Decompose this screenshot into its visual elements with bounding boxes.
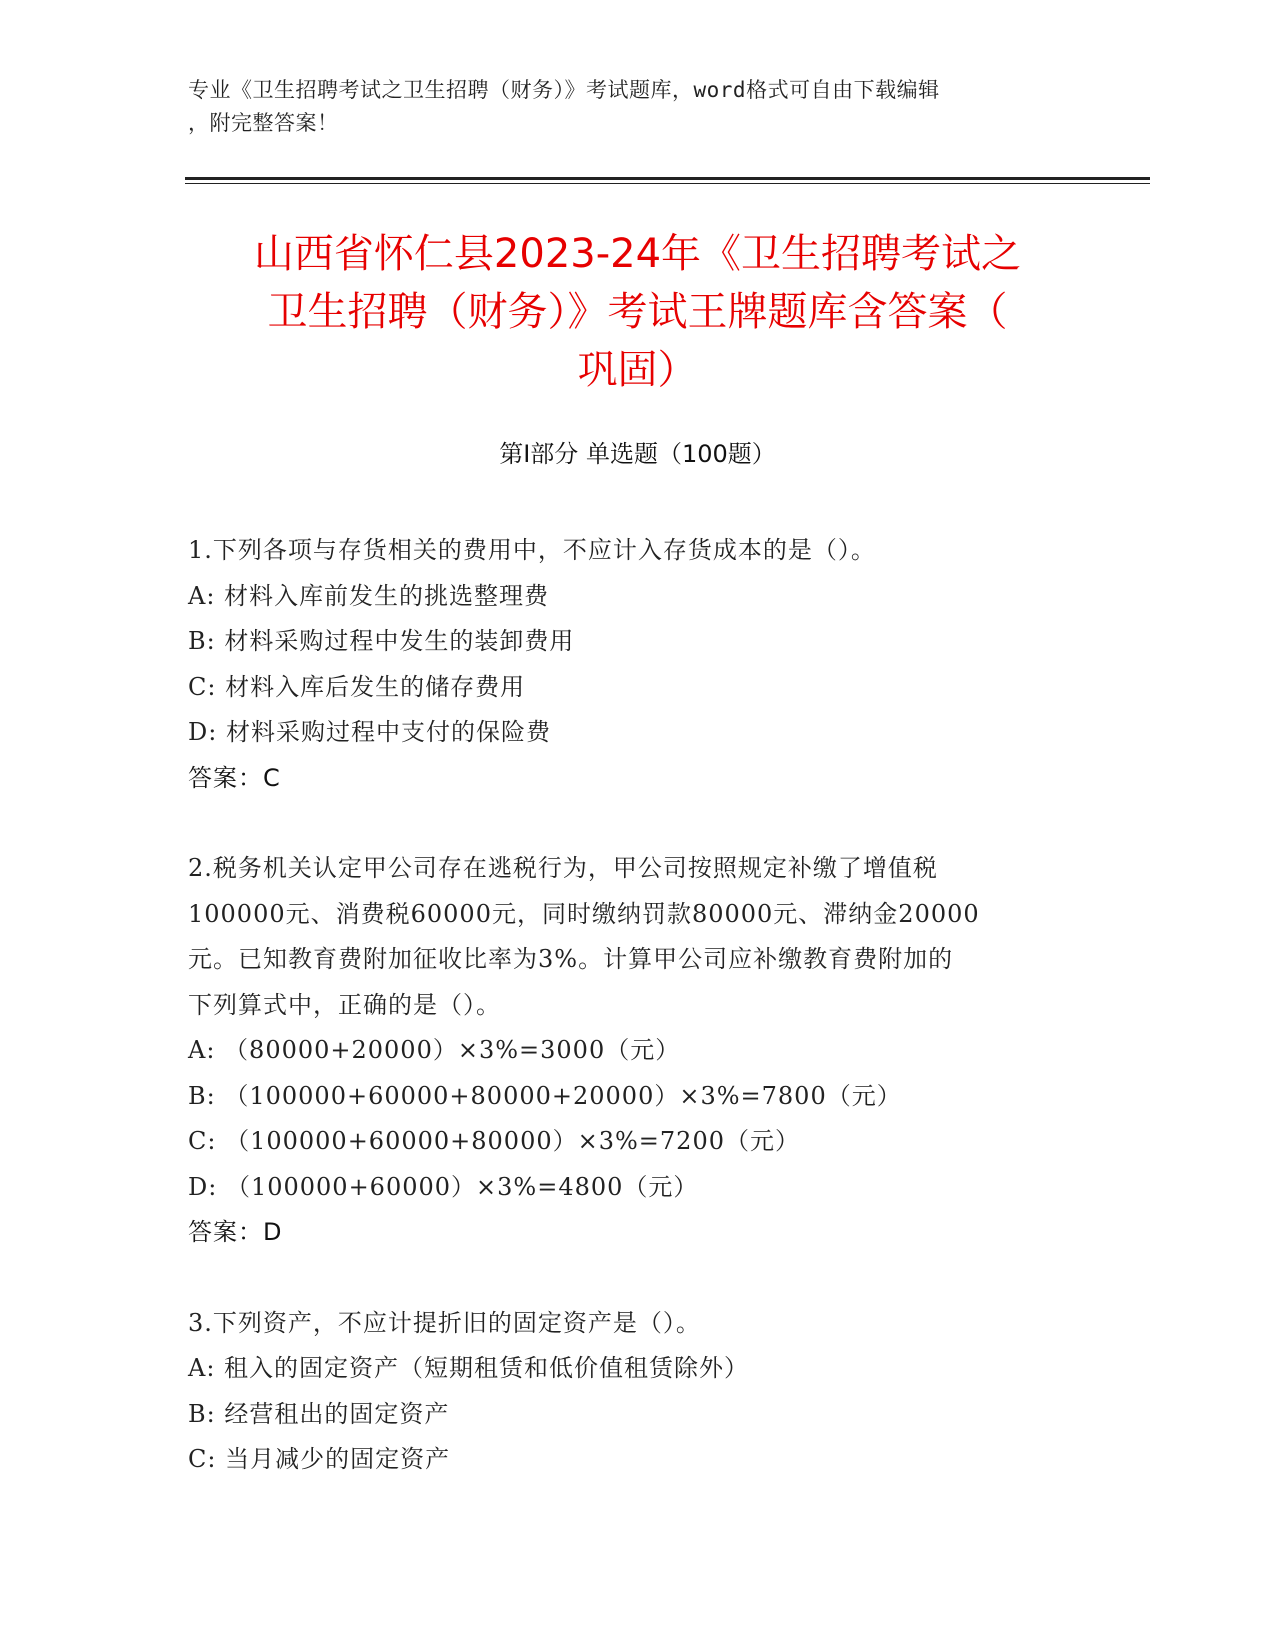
title-line-3: 巩固） <box>577 347 698 393</box>
title-line-2: 卫生招聘（财务）》考试王牌题库含答案（ <box>267 289 1008 335</box>
header-divider-thick <box>185 177 1150 180</box>
question-item <box>188 1301 1068 1483</box>
question-stem-line: 下列算式中，正确的是（）。 <box>188 990 501 1019</box>
header-note-line-1: 专业《卫生招聘考试之卫生招聘（财务）》考试题库，word格式可自由下载编辑 <box>188 78 940 102</box>
option-a: A: 材料入库前发生的挑选整理费 <box>188 581 550 610</box>
document-header-note <box>188 74 1068 140</box>
header-divider-thin <box>185 183 1150 184</box>
answer: 答案：C <box>188 763 281 792</box>
question-list <box>188 528 1068 1528</box>
option-d: D: 材料采购过程中支付的保险费 <box>188 718 551 746</box>
option-a: A: （80000+20000）×3%=3000（元） <box>188 1036 681 1064</box>
option-b: B: 经营租出的固定资产 <box>188 1399 450 1428</box>
question-item <box>188 846 1068 1256</box>
option-c: C: 当月减少的固定资产 <box>188 1445 451 1473</box>
question-stem-line: 元。已知教育费附加征收比率为3%。计算甲公司应补缴教育费附加的 <box>188 945 954 973</box>
question-stem-line: 2.税务机关认定甲公司存在逃税行为，甲公司按照规定补缴了增值税 <box>188 854 938 882</box>
option-b: B: 材料采购过程中发生的装卸费用 <box>188 627 575 655</box>
question-item <box>188 528 1068 801</box>
answer: 答案：D <box>188 1218 283 1246</box>
option-c: C: （100000+60000+80000）×3%=7200（元） <box>188 1127 800 1155</box>
option-c: C: 材料入库后发生的储存费用 <box>188 672 526 701</box>
question-stem: 3.下列资产，不应计提折旧的固定资产是（）。 <box>188 1308 701 1337</box>
document-title <box>150 225 1125 399</box>
section-title: 第Ⅰ部分 单选题（100题） <box>499 440 776 468</box>
header-note-line-2: ，附完整答案！ <box>188 111 339 135</box>
option-d: D: （100000+60000）×3%=4800（元） <box>188 1172 699 1201</box>
question-stem: 1.下列各项与存货相关的费用中，不应计入存货成本的是（）。 <box>188 536 876 564</box>
option-b: B: （100000+60000+80000+20000）×3%=7800（元） <box>188 1081 902 1110</box>
title-line-1: 山西省怀仁县2023-24年《卫生招聘考试之 <box>253 231 1022 277</box>
option-a: A: 租入的固定资产（短期租赁和低价值租赁除外） <box>188 1354 750 1382</box>
question-stem-line: 100000元、消费税60000元，同时缴纳罚款80000元、滞纳金20000 <box>188 899 980 928</box>
